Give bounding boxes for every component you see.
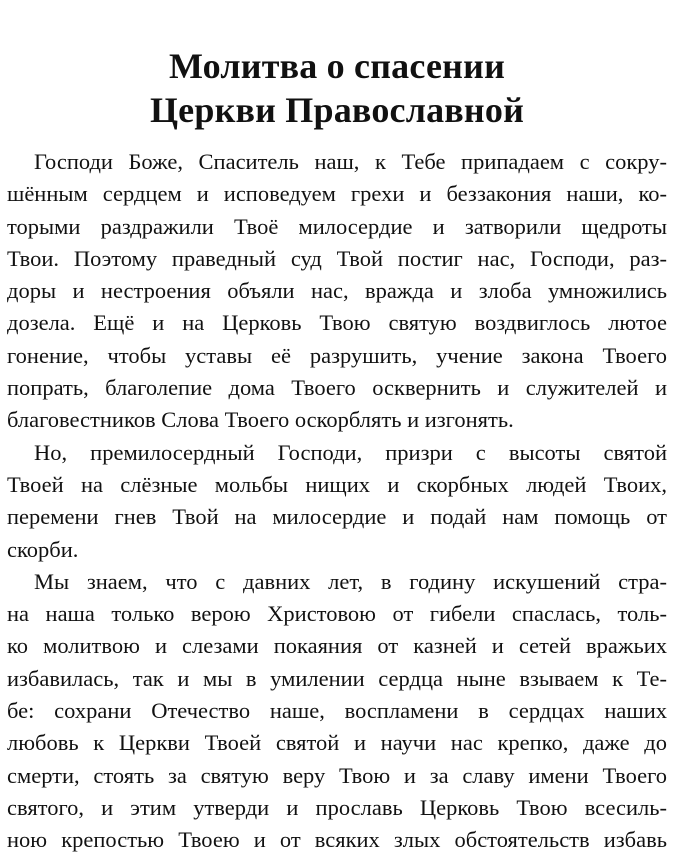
paragraph-3 [7,566,667,857]
text-line: святого, и этим утверди и прославь Церковь Твою всесиль- [7,794,667,820]
text-line: бе: сохрани Отечество наше, воспламени в сердцах наших [7,698,667,724]
paragraph-2 [7,437,667,566]
text-line: Твоей на слёзные мольбы нищих и скорбных людей Твоих, [7,471,667,497]
text-line: шённым сердцем и исповедуем грехи и беззакония наши, ко- [7,181,667,207]
text-line: любовь к Церкви Твоей святой и научи нас крепко, даже до [7,730,667,756]
text-line: смерти, стоять за святую веру Твою и за славу имени Твоего [7,762,667,788]
text-line: ко молитвою и слезами покаяния от казней и сетей вражьих [7,633,667,659]
text-line: скорби. [7,536,79,562]
paragraph-1 [7,146,667,437]
text-line: Но, премилосердный Господи, призри с высоты святой [34,439,667,465]
text-line: ною крепостью Твоею и от всяких злых обстоятельств избавь [7,827,667,853]
text-line: благовестников Слова Твоего оскорблять и изгонять. [7,407,514,433]
text-line: на наша только верою Христовою от гибели спаслась, толь- [7,601,667,627]
prayer-text [7,146,667,857]
text-line: Мы знаем, что с давних лет, в годину искушений стра- [34,568,667,594]
text-line: перемени гнев Твой на милосердие и подай нам помощь от [7,504,667,530]
text-line: торыми раздражили Твоё милосердие и затворили щедроты [7,213,667,239]
title-line-1: Молитва о спасении [168,46,506,86]
text-line: доры и нестроения объяли нас, вражда и злоба умножились [7,278,667,304]
text-line: гонение, чтобы уставы её разрушить, учение закона Твоего [7,342,667,368]
title-line-2: Церкви Православной [149,90,525,130]
text-line: Твои. Поэтому праведный суд Твой постиг нас, Господи, раз- [7,245,667,271]
text-line: попрать, благолепие дома Твоего осквернить и служителей и [7,375,667,401]
page-title [7,44,667,132]
text-line: Господи Боже, Спаситель наш, к Тебе припадаем с сокру- [34,149,667,174]
text-line: избавилась, так и мы в умилении сердца ныне взываем к Те- [7,665,667,691]
text-line: дозела. Ещё и на Церковь Твою святую воздвиглось лютое [7,310,667,336]
